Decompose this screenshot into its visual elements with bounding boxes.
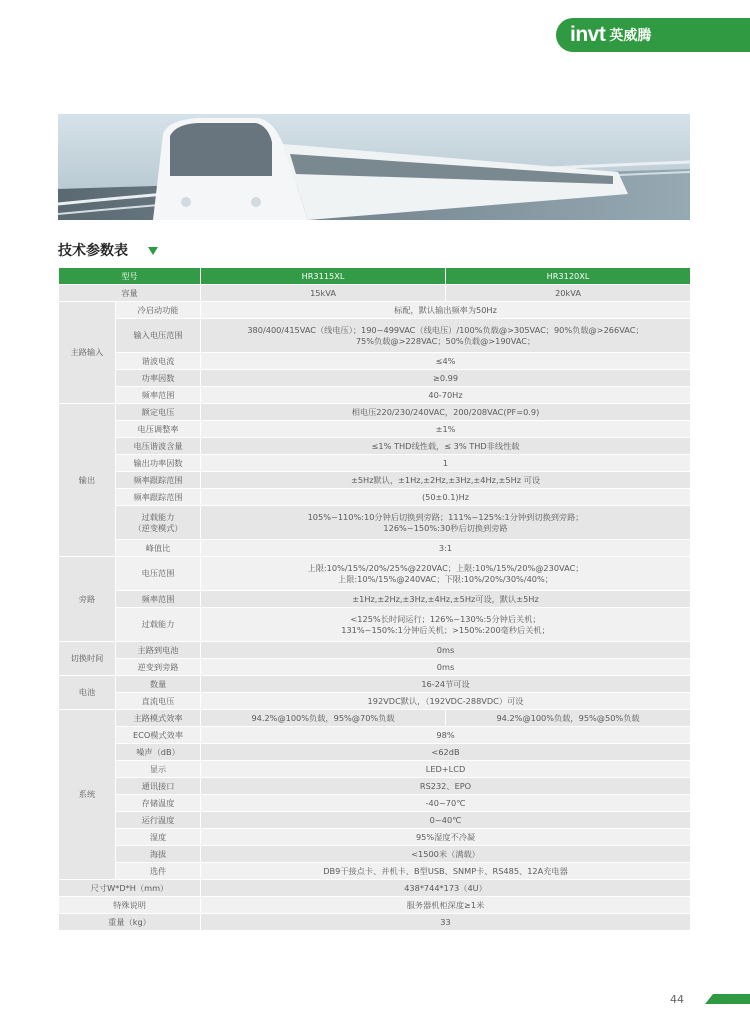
row-label: 冷启动功能 (116, 302, 201, 319)
table-row (59, 727, 691, 744)
logo-cn: 英威腾 (609, 28, 652, 44)
table-row (59, 438, 691, 455)
row-label: 主路到电池 (116, 642, 201, 659)
table-row (59, 829, 691, 846)
table-row (59, 404, 691, 421)
row-label: 过载能力 (116, 608, 201, 642)
table-row (59, 319, 691, 353)
table-row (59, 353, 691, 370)
row-value: LED+LCD (201, 761, 691, 778)
row-label: 逆变到旁路 (116, 659, 201, 676)
table-row (59, 846, 691, 863)
row-value: ±5Hz默认，±1Hz,±2Hz,±3Hz,±4Hz,±5Hz 可设 (201, 472, 691, 489)
row-value-line: 131%~150%:1分钟后关机；>150%:200毫秒后关机； (341, 624, 550, 635)
row-value: <1500米（满载） (201, 846, 691, 863)
table-row (59, 676, 691, 693)
group-battery: 电池 (59, 676, 116, 710)
row-value-line: 上限:10%/15%/20%/25%@220VAC；上限:10%/15%/20%@230VAC； (307, 562, 584, 573)
row-value: <62dB (201, 744, 691, 761)
row-label-line: 过载能力 (141, 511, 175, 522)
row-label: 显示 (116, 761, 201, 778)
table-row (59, 642, 691, 659)
table-row (59, 897, 691, 914)
row-value-line: 上限:10%/15%@240VAC；下限:10%/20%/30%/40%； (338, 573, 553, 584)
row-value: 33 (201, 914, 691, 931)
spec-table (58, 267, 691, 931)
table-row (59, 778, 691, 795)
row-label: 电压范围 (116, 557, 201, 591)
table-row (59, 608, 691, 642)
group-output: 输出 (59, 404, 116, 557)
row-value-line: 105%~110%:10分钟后切换到旁路；111%~125%:1分钟到切换到旁路； (307, 511, 584, 522)
row-label: 频率跟踪范围 (116, 472, 201, 489)
train-banner-image (58, 114, 690, 220)
row-value: 16-24节可设 (201, 676, 691, 693)
train-illustration (58, 114, 690, 220)
row-value-line: 380/400/415VAC（线电压）；190~499VAC（线电压）/100%负载@>305VAC；90%负载@>266VAC； (247, 324, 644, 335)
capacity-value-1: 15kVA (201, 285, 446, 302)
row-value: ≤4% (201, 353, 691, 370)
row-value: ±1% (201, 421, 691, 438)
row-label: 选件 (116, 863, 201, 880)
table-row (59, 540, 691, 557)
table-row (59, 489, 691, 506)
row-value-1: 94.2%@100%负载，95%@70%负载 (201, 710, 446, 727)
table-row (59, 455, 691, 472)
table-row (59, 285, 691, 302)
row-value-line: 126%~150%:30秒后切换到旁路 (383, 522, 508, 533)
triangle-down-icon (148, 247, 158, 255)
group-system: 系统 (59, 710, 116, 880)
group-bypass: 旁路 (59, 557, 116, 642)
row-value-line: <125%长时间运行；126%~130%:5分钟后关机； (350, 613, 541, 624)
table-row (59, 812, 691, 829)
row-value: 192VDC默认，（192VDC-288VDC）可设 (201, 693, 691, 710)
row-value: 98% (201, 727, 691, 744)
row-label: 特殊说明 (59, 897, 201, 914)
row-value: RS232、EPO (201, 778, 691, 795)
row-value: -40~70℃ (201, 795, 691, 812)
table-row (59, 761, 691, 778)
row-label: 功率因数 (116, 370, 201, 387)
table-row (59, 472, 691, 489)
group-main-input: 主路输入 (59, 302, 116, 404)
row-label: 通讯接口 (116, 778, 201, 795)
row-label: 电压谐波含量 (116, 438, 201, 455)
row-label: 频率范围 (116, 387, 201, 404)
row-label: 重量（kg） (59, 914, 201, 931)
row-value (201, 319, 691, 353)
row-label: 峰值比 (116, 540, 201, 557)
brand-logo (556, 18, 750, 52)
table-row (59, 914, 691, 931)
table-row (59, 880, 691, 897)
capacity-value-2: 20kVA (446, 285, 691, 302)
row-label: 输入电压范围 (116, 319, 201, 353)
page-number: 44 (670, 993, 684, 1006)
row-value: 95%湿度不冷凝 (201, 829, 691, 846)
row-label: 存储温度 (116, 795, 201, 812)
header-model-1: HR3115XL (201, 268, 446, 285)
section-title: 技术参数表 (58, 243, 128, 259)
table-row (59, 387, 691, 404)
table-row (59, 506, 691, 540)
row-label: 输出功率因数 (116, 455, 201, 472)
row-label: 海拔 (116, 846, 201, 863)
row-value: 0ms (201, 659, 691, 676)
row-label-line: （逆变模式） (133, 522, 183, 533)
row-value: 相电压220/230/240VAC，200/208VAC(PF=0.9) (201, 404, 691, 421)
table-row (59, 863, 691, 880)
row-value: 1 (201, 455, 691, 472)
row-label: 数量 (116, 676, 201, 693)
row-label (116, 506, 201, 540)
group-switch-time: 切换时间 (59, 642, 116, 676)
row-value: 服务器机柜深度≥1米 (201, 897, 691, 914)
page-tab-decoration (705, 994, 750, 1004)
row-label: 直流电压 (116, 693, 201, 710)
table-row (59, 302, 691, 319)
table-row (59, 370, 691, 387)
table-row (59, 557, 691, 591)
row-label: 运行温度 (116, 812, 201, 829)
table-row (59, 744, 691, 761)
table-row (59, 421, 691, 438)
table-row (59, 795, 691, 812)
row-value: 0~40℃ (201, 812, 691, 829)
capacity-label: 容量 (59, 285, 201, 302)
row-value: ≤1% THD线性载，≤ 3% THD非线性载 (201, 438, 691, 455)
row-label: 频率跟踪范围 (116, 489, 201, 506)
row-label: 尺寸W*D*H（mm） (59, 880, 201, 897)
row-label: ECO模式效率 (116, 727, 201, 744)
row-value-2: 94.2%@100%负载，95%@50%负载 (446, 710, 691, 727)
table-row (59, 710, 691, 727)
row-label: 噪声（dB） (116, 744, 201, 761)
row-value: 438*744*173（4U） (201, 880, 691, 897)
row-value: ≥0.99 (201, 370, 691, 387)
table-row (59, 591, 691, 608)
row-value: ±1Hz,±2Hz,±3Hz,±4Hz,±5Hz可设，默认±5Hz (201, 591, 691, 608)
row-value: DB9干接点卡、并机卡、B型USB、SNMP卡、RS485、12A充电器 (201, 863, 691, 880)
table-header-row (59, 268, 691, 285)
row-value: (50±0.1)Hz (201, 489, 691, 506)
table-row (59, 659, 691, 676)
row-value (201, 557, 691, 591)
row-label: 额定电压 (116, 404, 201, 421)
row-label: 电压调整率 (116, 421, 201, 438)
row-value: 0ms (201, 642, 691, 659)
row-value (201, 608, 691, 642)
row-label: 湿度 (116, 829, 201, 846)
row-value: 标配，默认输出频率为50Hz (201, 302, 691, 319)
row-label: 主路模式效率 (116, 710, 201, 727)
table-row (59, 693, 691, 710)
row-label: 频率范围 (116, 591, 201, 608)
header-model-2: HR3120XL (446, 268, 691, 285)
row-value: 3:1 (201, 540, 691, 557)
row-label: 谐波电流 (116, 353, 201, 370)
row-value: 40-70Hz (201, 387, 691, 404)
row-value-line: 75%负载@>228VAC；50%负载@>190VAC； (355, 335, 536, 346)
logo-mark: invt (570, 23, 606, 46)
row-value (201, 506, 691, 540)
header-model-label: 型号 (59, 268, 201, 285)
